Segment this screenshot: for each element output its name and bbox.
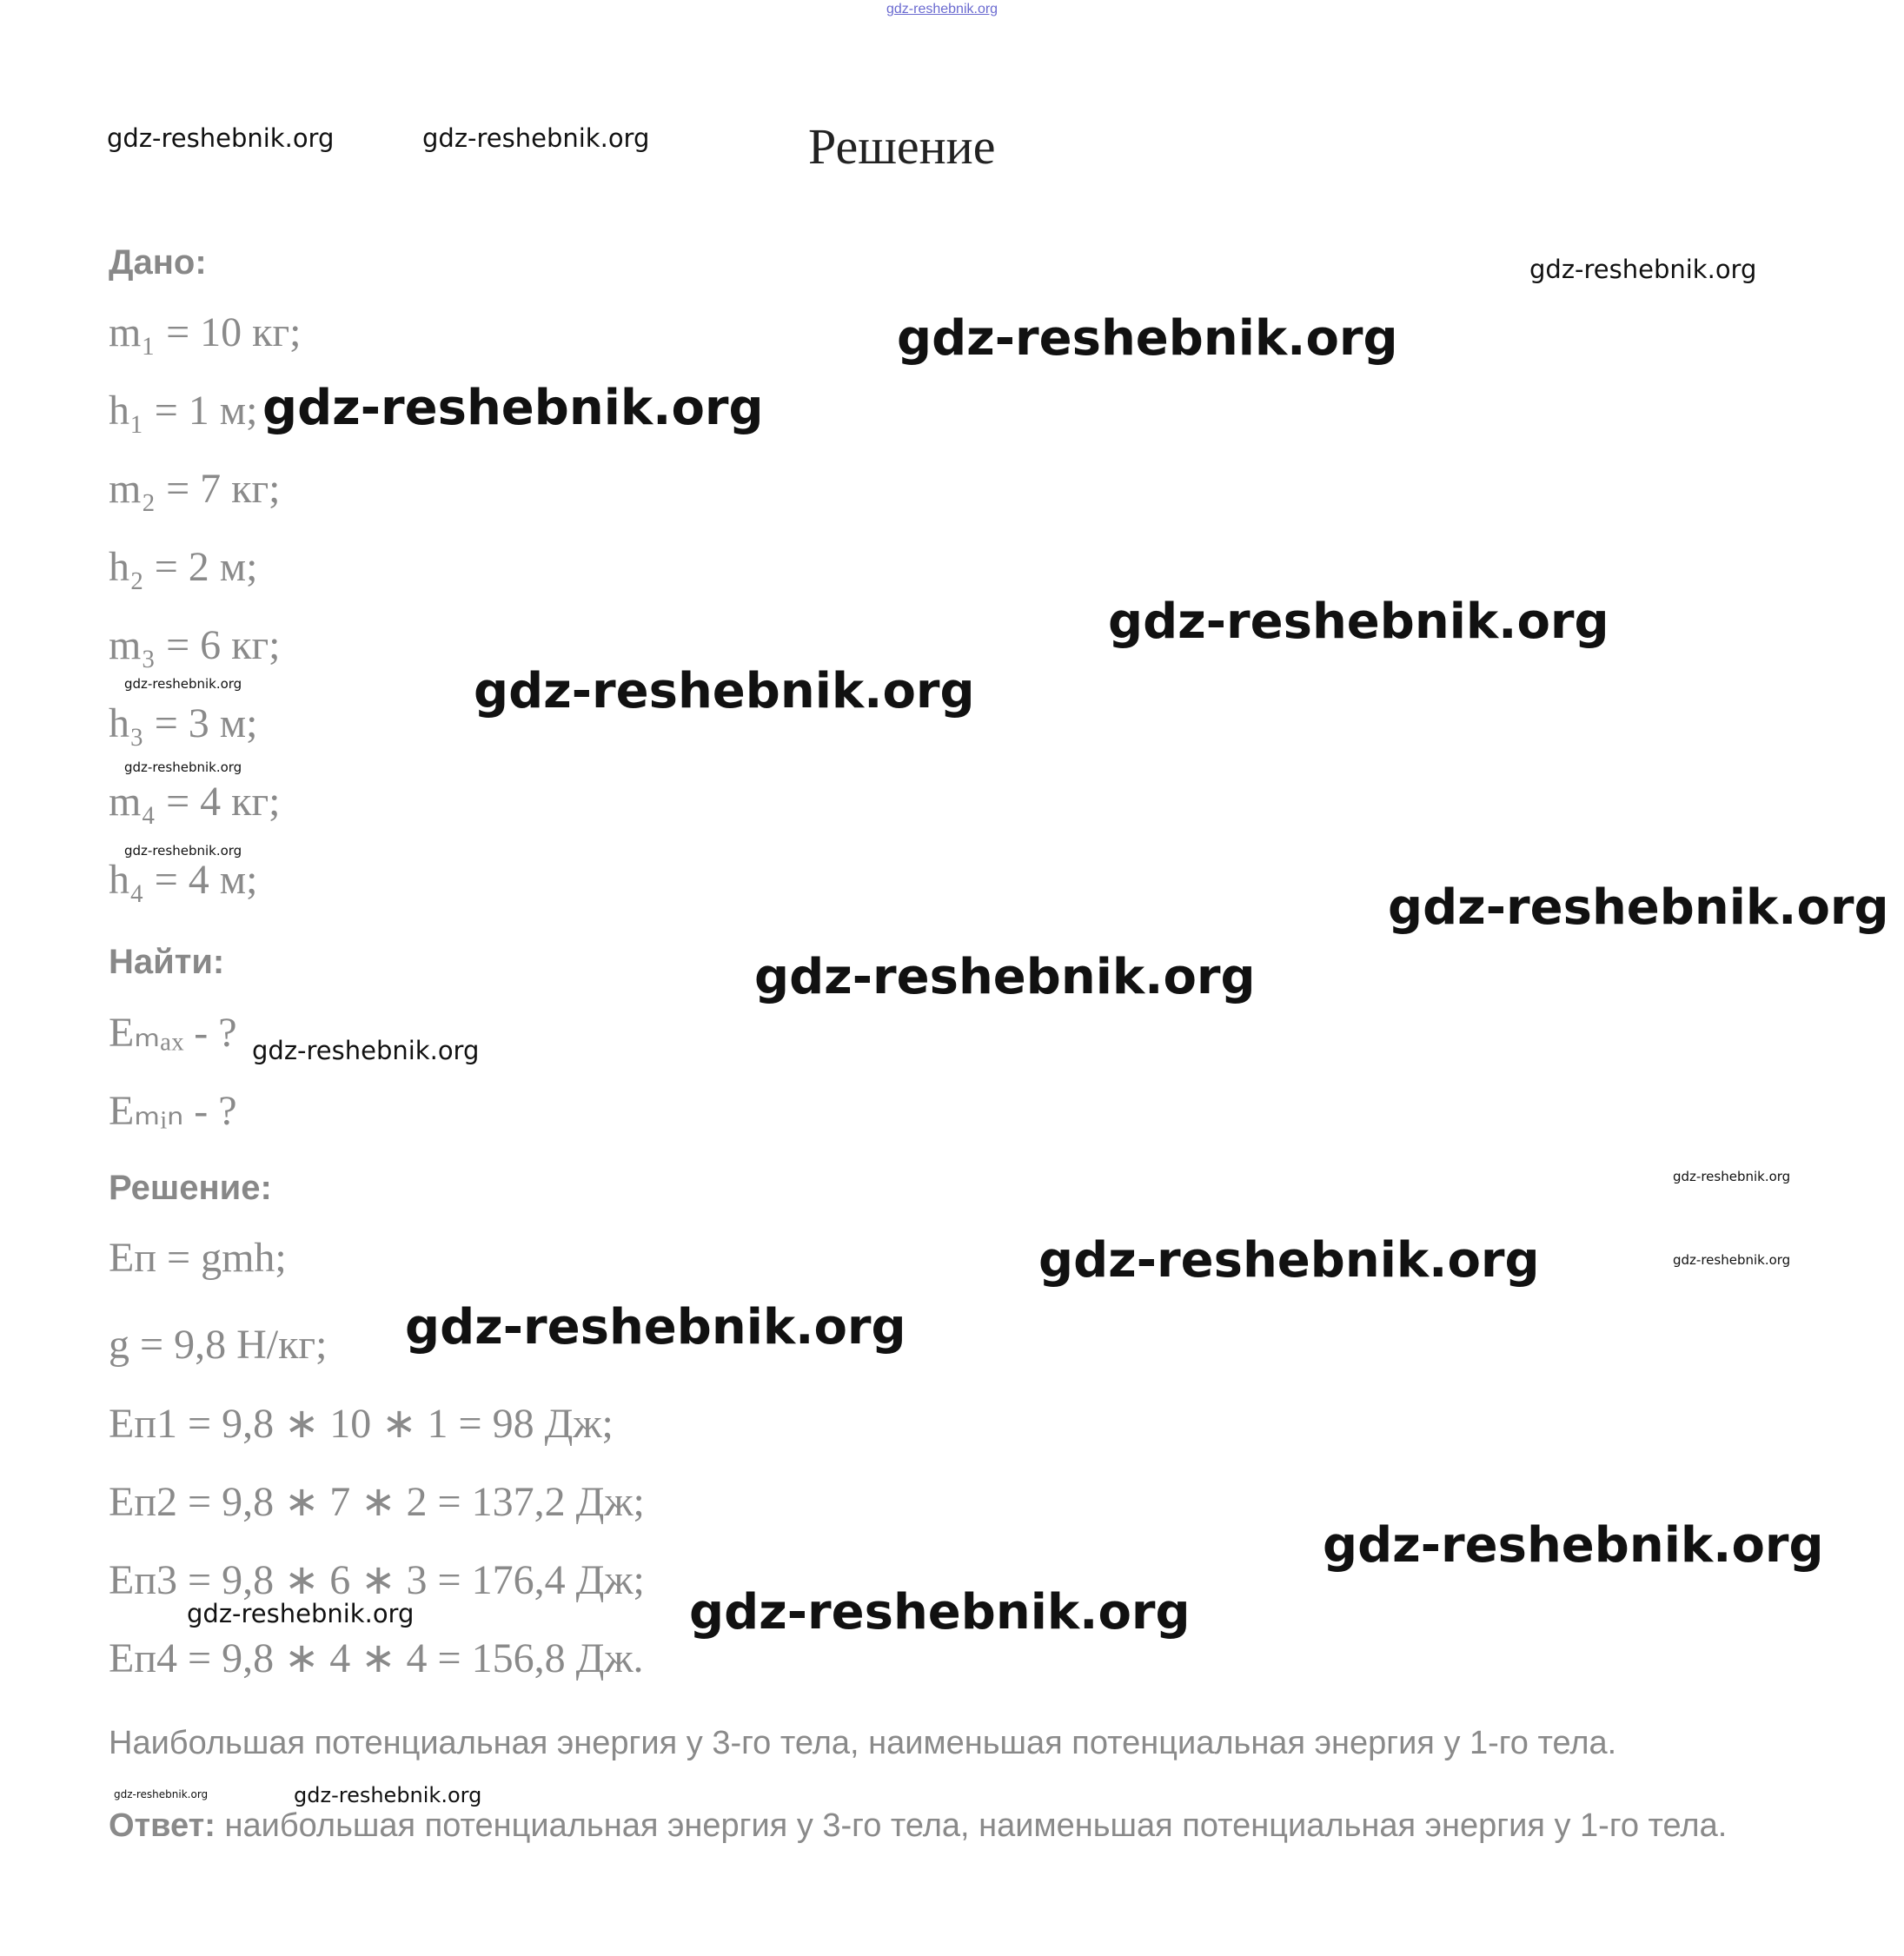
given-line: m₂ = 7 кг;: [109, 466, 281, 512]
solution-label: Решение:: [109, 1169, 272, 1207]
watermark: gdz-reshebnik.org: [422, 123, 650, 153]
watermark: gdz-reshebnik.org: [187, 1599, 415, 1628]
watermark: gdz-reshebnik.org: [124, 676, 242, 692]
solution-line: Eп = gmh;: [109, 1235, 287, 1281]
find-line: Eₘᵢₙ - ?: [109, 1088, 237, 1134]
watermark: gdz-reshebnik.org: [1108, 593, 1609, 650]
solution-line: Eп2 = 9,8 ∗ 7 ∗ 2 = 137,2 Дж;: [109, 1479, 645, 1525]
answer-label: Ответ:: [109, 1807, 216, 1844]
watermark: gdz-reshebnik.org: [1038, 1232, 1540, 1289]
find-line: Eₘₐₓ - ?: [109, 1010, 237, 1056]
given-line: h₂ = 2 м;: [109, 544, 258, 590]
watermark: gdz-reshebnik.org: [405, 1299, 906, 1356]
watermark: gdz-reshebnik.org: [294, 1783, 482, 1807]
answer-text: наибольшая потенциальная энергия у 3-го тела, наименьшая потенциальная энергия у 1-го тела.: [224, 1807, 1728, 1844]
watermark: gdz-reshebnik.org: [689, 1584, 1191, 1641]
watermark: gdz-reshebnik.org: [1673, 1169, 1791, 1184]
watermark: gdz-reshebnik.org: [124, 759, 242, 775]
watermark: gdz-reshebnik.org: [107, 123, 335, 153]
page-title: Решение: [808, 118, 996, 175]
given-line: m₃ = 6 кг;: [109, 622, 281, 668]
solution-line: Eп1 = 9,8 ∗ 10 ∗ 1 = 98 Дж;: [109, 1401, 614, 1447]
watermark: gdz-reshebnik.org: [1323, 1517, 1824, 1574]
watermark: gdz-reshebnik.org: [1388, 879, 1889, 936]
conclusion: Наибольшая потенциальная энергия у 3-го тела, наименьшая потенциальная энергия у 1-го тела.: [109, 1725, 1617, 1761]
given-line: h₁ = 1 м;: [109, 388, 258, 434]
watermark: gdz-reshebnik.org: [114, 1788, 209, 1800]
given-line: m₁ = 10 кг;: [109, 309, 302, 355]
given-label: Дано:: [109, 243, 207, 282]
given-line: h₃ = 3 м;: [109, 700, 258, 746]
top-link[interactable]: gdz-reshebnik.org: [886, 2, 998, 17]
solution-line: Eп4 = 9,8 ∗ 4 ∗ 4 = 156,8 Дж.: [109, 1635, 644, 1681]
watermark: gdz-reshebnik.org: [1673, 1252, 1791, 1268]
find-label: Найти:: [109, 943, 225, 981]
answer: [109, 1807, 1727, 1845]
watermark: gdz-reshebnik.org: [754, 949, 1256, 1005]
watermark: gdz-reshebnik.org: [474, 663, 975, 719]
solution-line: g = 9,8 Н/кг;: [109, 1322, 328, 1368]
watermark: gdz-reshebnik.org: [252, 1036, 480, 1065]
watermark: gdz-reshebnik.org: [1529, 255, 1757, 284]
given-line: m₄ = 4 кг;: [109, 779, 281, 825]
given-line: h₄ = 4 м;: [109, 857, 258, 903]
solution-line: Eп3 = 9,8 ∗ 6 ∗ 3 = 176,4 Дж;: [109, 1557, 645, 1603]
watermark: gdz-reshebnik.org: [262, 380, 764, 436]
watermark: gdz-reshebnik.org: [897, 310, 1398, 367]
watermark: gdz-reshebnik.org: [124, 843, 242, 859]
